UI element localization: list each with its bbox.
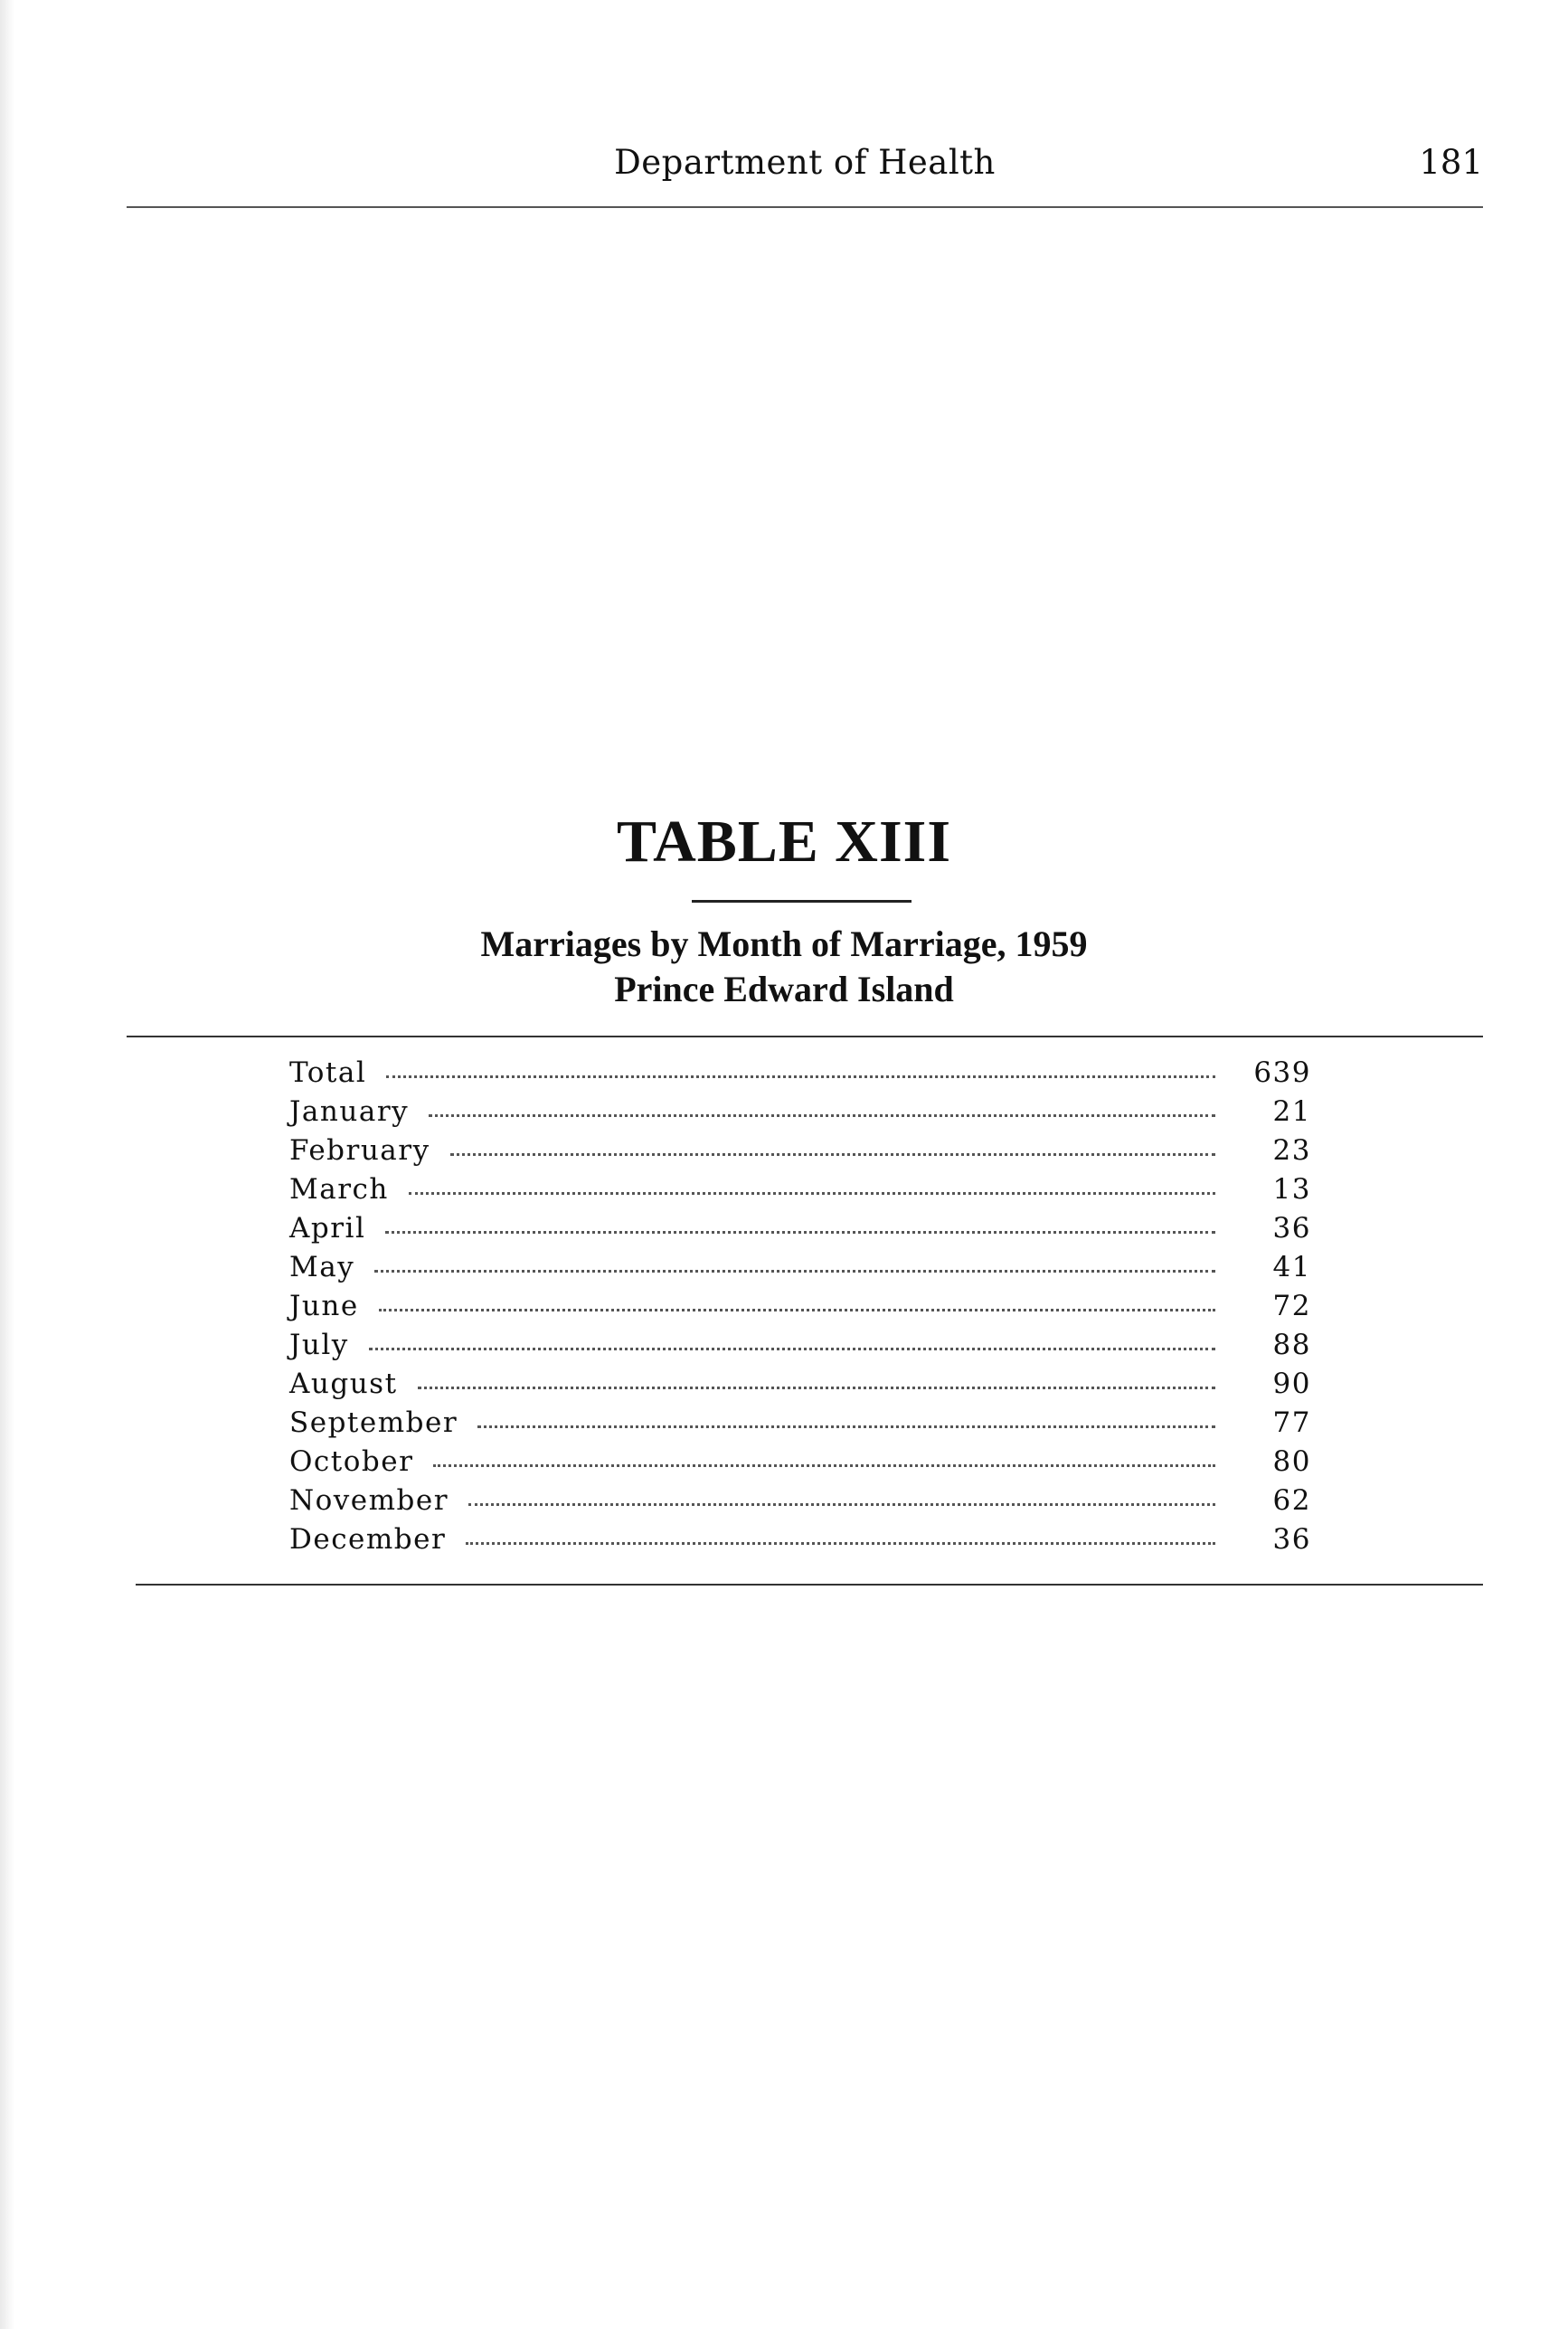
row-label: June bbox=[289, 1290, 359, 1322]
row-value: 72 bbox=[1272, 1290, 1311, 1322]
row-label: September bbox=[289, 1406, 458, 1439]
header-rule bbox=[127, 206, 1483, 208]
row-label: August bbox=[289, 1368, 398, 1400]
table-title: TABLE XIII bbox=[616, 809, 952, 875]
table-row bbox=[289, 1445, 1311, 1484]
row-label: January bbox=[289, 1095, 410, 1128]
page-edge-shadow bbox=[0, 0, 14, 2329]
running-head bbox=[127, 143, 1483, 188]
table-row bbox=[289, 1212, 1311, 1251]
row-value: 88 bbox=[1272, 1329, 1311, 1361]
dot-leader bbox=[468, 1503, 1215, 1506]
table-row bbox=[289, 1056, 1311, 1095]
table-subtitle-region: Prince Edward Island bbox=[614, 969, 954, 1009]
table-bottom-rule bbox=[136, 1584, 1483, 1586]
dot-leader bbox=[450, 1153, 1215, 1156]
table-top-rule bbox=[127, 1036, 1483, 1037]
dot-leader bbox=[379, 1309, 1215, 1311]
row-value: 13 bbox=[1272, 1173, 1311, 1206]
row-value: 639 bbox=[1253, 1056, 1311, 1089]
row-label: April bbox=[289, 1212, 366, 1245]
row-value: 41 bbox=[1272, 1251, 1311, 1283]
dot-leader bbox=[429, 1114, 1215, 1117]
row-label: November bbox=[289, 1484, 449, 1517]
row-label: December bbox=[289, 1523, 447, 1556]
dot-leader bbox=[374, 1270, 1215, 1273]
table-row bbox=[289, 1329, 1311, 1368]
row-value: 36 bbox=[1272, 1523, 1311, 1556]
table-row bbox=[289, 1173, 1311, 1212]
dot-leader bbox=[409, 1192, 1215, 1195]
row-label: February bbox=[289, 1134, 430, 1167]
page-number: 181 bbox=[1419, 143, 1483, 182]
table-row bbox=[289, 1484, 1311, 1523]
row-value: 80 bbox=[1272, 1445, 1311, 1478]
dot-leader bbox=[477, 1425, 1215, 1428]
dot-leader bbox=[385, 1231, 1215, 1234]
table-row bbox=[289, 1523, 1311, 1562]
table-row bbox=[289, 1368, 1311, 1406]
row-value: 23 bbox=[1272, 1134, 1311, 1167]
row-value: 36 bbox=[1272, 1212, 1311, 1245]
row-label: October bbox=[289, 1445, 414, 1478]
running-title: Department of Health bbox=[614, 143, 996, 182]
dot-leader bbox=[418, 1387, 1215, 1389]
dot-leader bbox=[433, 1464, 1215, 1467]
table-subtitle: Marriages by Month of Marriage, 1959 bbox=[480, 923, 1088, 964]
row-label: May bbox=[289, 1251, 355, 1283]
table-row bbox=[289, 1134, 1311, 1173]
row-value: 21 bbox=[1272, 1095, 1311, 1128]
dot-leader bbox=[466, 1542, 1215, 1545]
table-row bbox=[289, 1290, 1311, 1329]
table-row bbox=[289, 1406, 1311, 1445]
row-value: 90 bbox=[1272, 1368, 1311, 1400]
row-label: July bbox=[289, 1329, 349, 1361]
row-label: Total bbox=[289, 1056, 367, 1089]
title-rule bbox=[692, 900, 912, 903]
table-body bbox=[289, 1056, 1311, 1562]
dot-leader bbox=[369, 1348, 1215, 1350]
row-value: 62 bbox=[1272, 1484, 1311, 1517]
table-row bbox=[289, 1095, 1311, 1134]
table-row bbox=[289, 1251, 1311, 1290]
row-value: 77 bbox=[1272, 1406, 1311, 1439]
row-label: March bbox=[289, 1173, 389, 1206]
dot-leader bbox=[386, 1075, 1215, 1078]
